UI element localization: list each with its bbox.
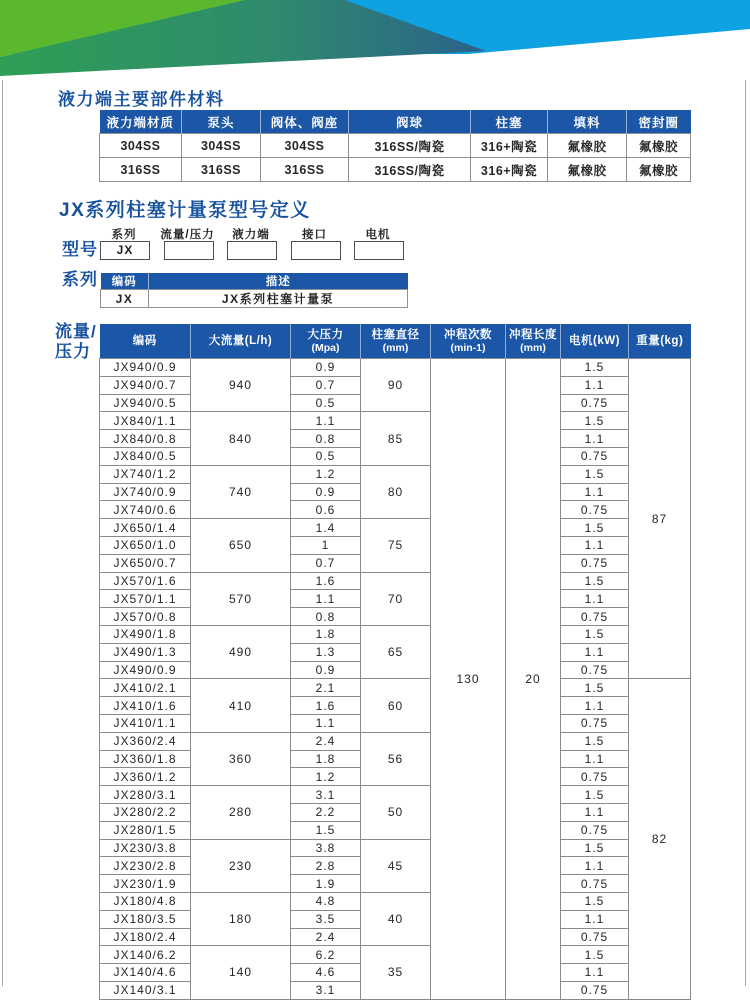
- specs-header-line1: 大流量(L/h): [208, 334, 273, 347]
- diameter-cell: 70: [361, 572, 431, 625]
- specs-header-cell: [361, 324, 431, 359]
- code-cell: JX840/1.1: [100, 412, 191, 430]
- motor-cell: 1.1: [561, 697, 629, 715]
- specs-header-row: [100, 324, 691, 359]
- specs-row: [100, 465, 691, 483]
- diameter-cell: 65: [361, 625, 431, 678]
- motor-cell: 1.5: [561, 465, 629, 483]
- materials-header-cell: 泵头: [182, 110, 261, 134]
- model-field-label: 电机: [365, 229, 391, 241]
- materials-header-cell: 液力端材质: [100, 110, 182, 134]
- specs-header-line2: (min-1): [450, 341, 486, 354]
- specs-header-line2: (Mpa): [311, 341, 340, 354]
- specs-header-cell: [100, 324, 191, 359]
- code-cell: JX490/1.8: [100, 625, 191, 643]
- motor-cell: 1.1: [561, 376, 629, 394]
- code-cell: JX180/4.8: [100, 892, 191, 910]
- materials-cell: 氟橡胶: [548, 158, 627, 182]
- weight-cell: 82: [629, 679, 691, 999]
- diameter-cell: 40: [361, 892, 431, 945]
- code-cell: JX650/1.0: [100, 536, 191, 554]
- specs-header-cell: [506, 324, 561, 359]
- pressure-cell: 1.6: [291, 697, 361, 715]
- header-banner: [0, 0, 750, 80]
- series-header-cell: 编码: [101, 273, 149, 290]
- pressure-cell: 1.1: [291, 590, 361, 608]
- pressure-cell: 0.7: [291, 376, 361, 394]
- motor-cell: 0.75: [561, 714, 629, 732]
- stroke-rate-cell: 130: [431, 359, 506, 1000]
- materials-cell: 304SS: [261, 134, 349, 158]
- flow-cell: 360: [191, 732, 291, 785]
- motor-cell: 1.1: [561, 590, 629, 608]
- specs-header-line1: 大压力: [307, 328, 344, 341]
- motor-cell: 0.75: [561, 981, 629, 999]
- motor-cell: 0.75: [561, 554, 629, 572]
- motor-cell: 1.5: [561, 625, 629, 643]
- materials-cell: 316+陶瓷: [471, 158, 548, 182]
- pressure-cell: 4.6: [291, 964, 361, 982]
- specs-header-line1: 冲程次数: [444, 328, 492, 341]
- pressure-cell: 0.8: [291, 608, 361, 626]
- materials-cell: 316SS: [100, 158, 182, 182]
- code-cell: JX410/1.1: [100, 714, 191, 732]
- code-cell: JX360/2.4: [100, 732, 191, 750]
- specs-header-line1: 冲程长度: [509, 328, 557, 341]
- specs-header-cell: [629, 324, 691, 359]
- materials-header-cell: 填料: [548, 110, 627, 134]
- materials-cell: 氟橡胶: [627, 134, 691, 158]
- code-cell: JX280/3.1: [100, 786, 191, 804]
- pressure-cell: 1.2: [291, 768, 361, 786]
- pressure-cell: 0.6: [291, 501, 361, 519]
- specs-header-line1: 重量(kg): [636, 334, 684, 347]
- diameter-cell: 80: [361, 465, 431, 518]
- materials-header-cell: 密封圈: [627, 110, 691, 134]
- page-right-edge-line: [745, 0, 746, 986]
- motor-cell: 0.75: [561, 501, 629, 519]
- model-field-box: [354, 241, 404, 260]
- specs-header-line1: 电机(kW): [569, 334, 620, 347]
- pressure-cell: 1.8: [291, 750, 361, 768]
- flow-cell: 570: [191, 572, 291, 625]
- flow-pressure-label-line1: 流量/: [55, 322, 97, 341]
- page-left-edge-line: [2, 0, 3, 986]
- specs-header-cell: [191, 324, 291, 359]
- code-cell: JX140/6.2: [100, 946, 191, 964]
- code-cell: JX360/1.2: [100, 768, 191, 786]
- materials-cell: 316SS: [261, 158, 349, 182]
- motor-cell: 1.1: [561, 857, 629, 875]
- model-field-box: JX: [100, 241, 150, 260]
- motor-cell: 1.5: [561, 519, 629, 537]
- specs-header-line2: (mm): [382, 341, 409, 354]
- model-field-label: 流量/压力: [160, 229, 215, 241]
- pressure-cell: 4.8: [291, 892, 361, 910]
- specs-row: [100, 625, 691, 643]
- motor-cell: 0.75: [561, 768, 629, 786]
- series-cell: JX: [101, 290, 149, 308]
- pressure-cell: 3.1: [291, 786, 361, 804]
- code-cell: JX140/3.1: [100, 981, 191, 999]
- pressure-cell: 1.5: [291, 821, 361, 839]
- flow-cell: 140: [191, 946, 291, 999]
- materials-row: [100, 158, 691, 182]
- motor-cell: 1.1: [561, 483, 629, 501]
- motor-cell: 1.5: [561, 732, 629, 750]
- specs-header-line2: (mm): [520, 341, 546, 354]
- motor-cell: 1.5: [561, 946, 629, 964]
- materials-table-body: [100, 134, 691, 182]
- motor-cell: 1.5: [561, 359, 629, 377]
- pressure-cell: 6.2: [291, 946, 361, 964]
- materials-header-row: [100, 110, 691, 134]
- flow-cell: 650: [191, 519, 291, 572]
- materials-table: [99, 110, 691, 182]
- code-cell: JX570/0.8: [100, 608, 191, 626]
- pressure-cell: 1.3: [291, 643, 361, 661]
- specs-row: [100, 679, 691, 697]
- flow-cell: 740: [191, 465, 291, 518]
- pressure-cell: 3.8: [291, 839, 361, 857]
- specs-header-cell: [561, 324, 629, 359]
- series-row-label: 系列: [62, 270, 98, 289]
- pressure-cell: 0.7: [291, 554, 361, 572]
- code-cell: JX570/1.1: [100, 590, 191, 608]
- code-cell: JX180/2.4: [100, 928, 191, 946]
- code-cell: JX940/0.9: [100, 359, 191, 377]
- code-cell: JX230/2.8: [100, 857, 191, 875]
- motor-cell: 0.75: [561, 661, 629, 679]
- series-table-body: [101, 290, 408, 308]
- diameter-cell: 60: [361, 679, 431, 732]
- materials-cell: 304SS: [100, 134, 182, 158]
- pressure-cell: 0.5: [291, 394, 361, 412]
- flow-cell: 490: [191, 625, 291, 678]
- specs-header-line1: 柱塞直径: [371, 328, 420, 341]
- materials-cell: 316SS: [182, 158, 261, 182]
- specs-row: [100, 572, 691, 590]
- code-cell: JX280/1.5: [100, 821, 191, 839]
- code-cell: JX180/3.5: [100, 910, 191, 928]
- pressure-cell: 0.9: [291, 359, 361, 377]
- specs-row: [100, 786, 691, 804]
- code-cell: JX570/1.6: [100, 572, 191, 590]
- model-field-label: 接口: [302, 229, 327, 241]
- materials-cell: 316+陶瓷: [471, 134, 548, 158]
- pressure-cell: 1.1: [291, 412, 361, 430]
- model-row-label: 型号: [62, 240, 98, 259]
- flow-cell: 180: [191, 892, 291, 945]
- series-cell: JX系列柱塞计量泵: [149, 290, 408, 308]
- materials-header-cell: 阀体、阀座: [261, 110, 349, 134]
- model-field-box: [164, 241, 214, 260]
- motor-cell: 1.5: [561, 786, 629, 804]
- motor-cell: 1.5: [561, 679, 629, 697]
- materials-cell: 氟橡胶: [548, 134, 627, 158]
- materials-cell: 316SS/陶瓷: [349, 134, 471, 158]
- flow-cell: 280: [191, 786, 291, 839]
- materials-cell: 304SS: [182, 134, 261, 158]
- pressure-cell: 0.9: [291, 661, 361, 679]
- diameter-cell: 75: [361, 519, 431, 572]
- series-table: [100, 273, 408, 308]
- motor-cell: 1.5: [561, 572, 629, 590]
- model-field-box: [291, 241, 341, 260]
- pressure-cell: 1.2: [291, 465, 361, 483]
- materials-section-title: 液力端主要部件材料: [58, 90, 225, 109]
- code-cell: JX840/0.8: [100, 430, 191, 448]
- weight-cell: 87: [629, 359, 691, 679]
- pressure-cell: 2.4: [291, 732, 361, 750]
- motor-cell: 1.5: [561, 412, 629, 430]
- motor-cell: 0.75: [561, 394, 629, 412]
- pressure-cell: 1.8: [291, 625, 361, 643]
- specs-row: [100, 732, 691, 750]
- flow-cell: 840: [191, 412, 291, 465]
- diameter-cell: 35: [361, 946, 431, 999]
- diameter-cell: 50: [361, 786, 431, 839]
- code-cell: JX740/0.6: [100, 501, 191, 519]
- stroke-length-cell: 20: [506, 359, 561, 1000]
- flow-cell: 410: [191, 679, 291, 732]
- specs-row: [100, 519, 691, 537]
- code-cell: JX360/1.8: [100, 750, 191, 768]
- code-cell: JX650/1.4: [100, 519, 191, 537]
- code-cell: JX280/2.2: [100, 803, 191, 821]
- motor-cell: 0.75: [561, 608, 629, 626]
- code-cell: JX650/0.7: [100, 554, 191, 572]
- model-field-label: 液力端: [232, 229, 270, 241]
- materials-row: [100, 134, 691, 158]
- materials-cell: 316SS/陶瓷: [349, 158, 471, 182]
- pressure-cell: 1.9: [291, 875, 361, 893]
- pressure-cell: 0.8: [291, 430, 361, 448]
- code-cell: JX940/0.5: [100, 394, 191, 412]
- flow-cell: 230: [191, 839, 291, 892]
- pressure-cell: 2.2: [291, 803, 361, 821]
- code-cell: JX230/1.9: [100, 875, 191, 893]
- code-cell: JX940/0.7: [100, 376, 191, 394]
- model-field-box: [227, 241, 277, 260]
- code-cell: JX140/4.6: [100, 964, 191, 982]
- diameter-cell: 45: [361, 839, 431, 892]
- pressure-cell: 1.1: [291, 714, 361, 732]
- flow-pressure-label-line2: 压力: [55, 342, 91, 361]
- model-field-label: 系列: [111, 229, 137, 241]
- pressure-cell: 2.1: [291, 679, 361, 697]
- code-cell: JX740/0.9: [100, 483, 191, 501]
- code-cell: JX230/3.8: [100, 839, 191, 857]
- motor-cell: 1.5: [561, 839, 629, 857]
- flow-cell: 940: [191, 359, 291, 412]
- specs-header-cell: [291, 324, 361, 359]
- pressure-cell: 2.4: [291, 928, 361, 946]
- motor-cell: 1.5: [561, 892, 629, 910]
- flow-pressure-row-label: [55, 322, 97, 362]
- specs-header-cell: [431, 324, 506, 359]
- motor-cell: 0.75: [561, 821, 629, 839]
- series-header-cell: 描述: [149, 273, 408, 290]
- motor-cell: 1.1: [561, 750, 629, 768]
- materials-cell: 氟橡胶: [627, 158, 691, 182]
- pressure-cell: 2.8: [291, 857, 361, 875]
- specs-row: [100, 946, 691, 964]
- pressure-cell: 3.5: [291, 910, 361, 928]
- specs-table-body: [100, 359, 691, 1000]
- pressure-cell: 0.5: [291, 447, 361, 465]
- code-cell: JX410/2.1: [100, 679, 191, 697]
- code-cell: JX840/0.5: [100, 447, 191, 465]
- specs-row: [100, 412, 691, 430]
- motor-cell: 0.75: [561, 928, 629, 946]
- motor-cell: 1.1: [561, 964, 629, 982]
- code-cell: JX490/1.3: [100, 643, 191, 661]
- motor-cell: 0.75: [561, 447, 629, 465]
- diameter-cell: 56: [361, 732, 431, 785]
- model-definition-section-title: JX系列柱塞计量泵型号定义: [59, 200, 311, 221]
- code-cell: JX740/1.2: [100, 465, 191, 483]
- pressure-cell: 1: [291, 536, 361, 554]
- materials-header-cell: 柱塞: [471, 110, 548, 134]
- pressure-cell: 1.6: [291, 572, 361, 590]
- series-row: [101, 290, 408, 308]
- pressure-cell: 1.4: [291, 519, 361, 537]
- diameter-cell: 90: [361, 359, 431, 412]
- code-cell: JX410/1.6: [100, 697, 191, 715]
- pressure-cell: 0.9: [291, 483, 361, 501]
- motor-cell: 1.1: [561, 430, 629, 448]
- motor-cell: 1.1: [561, 643, 629, 661]
- motor-cell: 1.1: [561, 536, 629, 554]
- materials-header-cell: 阀球: [349, 110, 471, 134]
- specs-table: [99, 324, 691, 1000]
- specs-row: [100, 892, 691, 910]
- series-header-row: [101, 273, 408, 290]
- pressure-cell: 3.1: [291, 981, 361, 999]
- motor-cell: 1.1: [561, 803, 629, 821]
- specs-row: [100, 359, 691, 377]
- motor-cell: 0.75: [561, 875, 629, 893]
- motor-cell: 1.1: [561, 910, 629, 928]
- code-cell: JX490/0.9: [100, 661, 191, 679]
- diameter-cell: 85: [361, 412, 431, 465]
- specs-row: [100, 839, 691, 857]
- specs-header-line1: 编码: [132, 334, 157, 347]
